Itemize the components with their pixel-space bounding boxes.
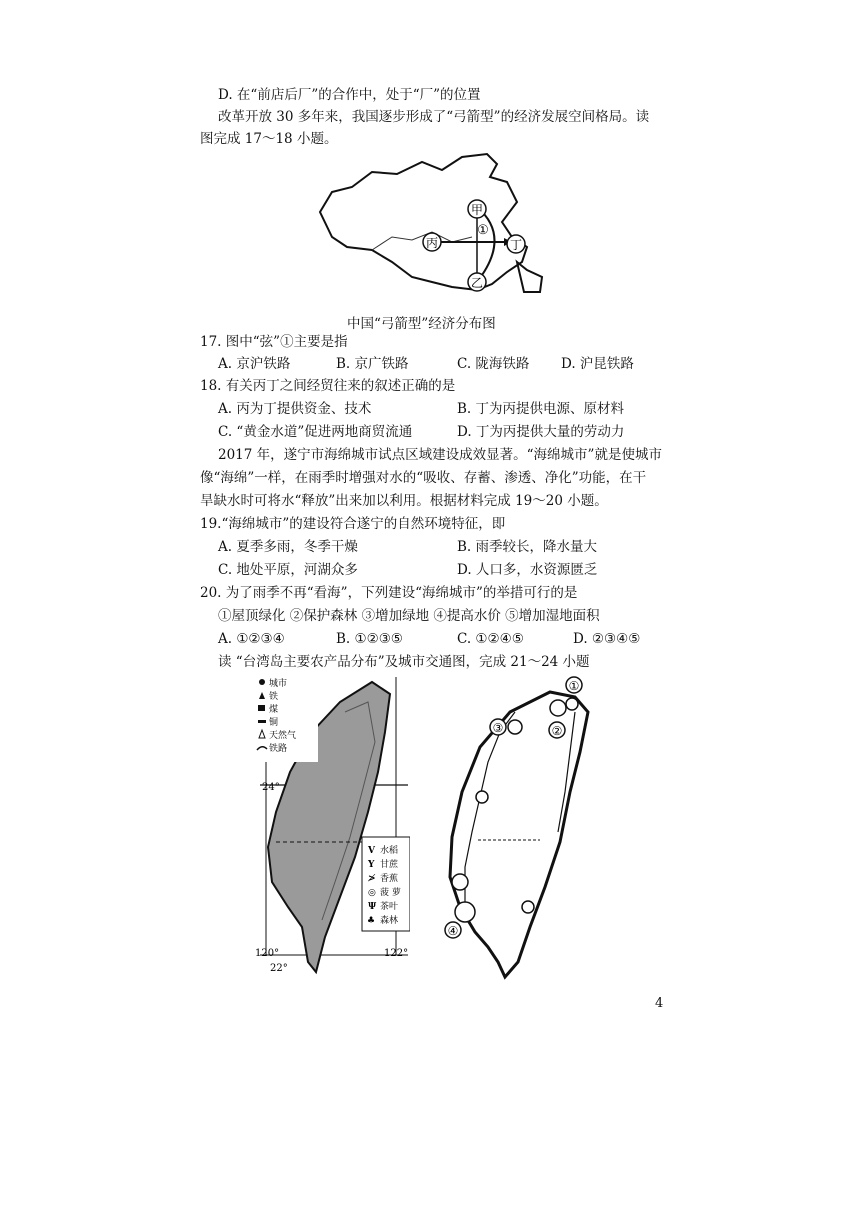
map-label-yi: 乙	[470, 276, 484, 290]
intro-paragraph-line-2: 图完成 17～18 小题。	[200, 131, 338, 147]
taiwan-intro: 读 “台湾岛主要农产品分布”及城市交通图，完成 21～24 小题	[218, 654, 590, 670]
legend-forest: 森林	[380, 916, 399, 926]
question-20: 20. 为了雨季不再“看海”，下列建设“海绵城市”的举措可行的是	[200, 585, 578, 601]
legend-coal: 煤	[269, 705, 279, 715]
china-bow-arrow-map	[312, 152, 552, 302]
q19-option-c: C. 地处平原，河湖众多	[218, 562, 358, 578]
figure-caption-1: 中国“弓箭型”经济分布图	[347, 316, 496, 332]
q17-option-a: A. 京沪铁路	[218, 356, 291, 372]
map-label-bing: 丙	[425, 236, 439, 250]
map-label-one: ①	[477, 223, 489, 238]
q18-option-d: D. 丁为丙提供大量的劳动力	[457, 424, 625, 440]
city-marker-4: ④	[447, 924, 459, 938]
crop-tea-icon: Ψ	[368, 902, 377, 912]
coal-icon	[258, 705, 265, 711]
question-19: 19.“海绵城市”的建设符合遂宁的自然环境特征，即	[200, 516, 506, 532]
crop-rice-icon: V	[368, 846, 375, 856]
q18-option-a: A. 丙为丁提供资金、技术	[218, 401, 372, 417]
q20-option-c: C. ①②④⑤	[457, 631, 524, 647]
q19-option-a: A. 夏季多雨，冬季干燥	[218, 539, 358, 555]
q19-option-b: B. 雨季较长，降水量大	[457, 539, 598, 555]
q17-option-d: D. 沪昆铁路	[561, 356, 634, 372]
legend-copper: 铜	[269, 718, 279, 728]
option-d-line: D. 在“前店后厂”的合作中，处于“厂”的位置	[218, 87, 481, 103]
forest-icon: ♣	[367, 916, 376, 926]
q18-option-c: C. “黄金水道”促进两地商贸流通	[218, 424, 413, 440]
legend-sugarcane: 甘蔗	[380, 860, 399, 870]
legend-banana: 香蕉	[380, 874, 399, 884]
intro-paragraph-line-1: 改革开放 30 多年来，我国逐步形成了“弓箭型”的经济发展空间格局。读	[218, 109, 650, 125]
taiwan-agriculture-map	[250, 672, 410, 977]
sponge-city-paragraph-2: 像“海绵”一样，在雨季时增强对水的“吸收、存蓄、渗透、净化”功能，在干	[200, 470, 647, 486]
q20-option-a: A. ①②③④	[218, 631, 285, 647]
city-marker-2: ②	[551, 724, 563, 738]
legend-city: 城市	[269, 679, 288, 689]
q20-items: ①屋顶绿化 ②保护森林 ③增加绿地 ④提高水价 ⑤增加湿地面积	[218, 608, 600, 624]
map-label-jia: 甲	[470, 203, 484, 217]
sponge-city-paragraph-3: 旱缺水时可将水“释放”出来加以利用。根据材料完成 19～20 小题。	[200, 493, 608, 509]
legend-rice: 水稻	[380, 846, 399, 856]
q20-option-d: D. ②③④⑤	[573, 631, 641, 647]
legend-iron: 铁	[269, 692, 279, 702]
q18-option-b: B. 丁为丙提供电源、原材料	[457, 401, 625, 417]
city-marker-1: ①	[568, 679, 580, 693]
crop-sugarcane-icon: Y	[368, 860, 375, 870]
lon-120-label: 120°	[255, 948, 280, 959]
q17-option-c: C. 陇海铁路	[457, 356, 530, 372]
legend-pineapple: 菠 萝	[380, 888, 401, 898]
q19-option-d: D. 人口多，水资源匮乏	[457, 562, 598, 578]
city-marker-3: ③	[492, 721, 504, 735]
lat-24-label: 24°	[262, 782, 280, 793]
crop-pineapple-icon: ◎	[368, 888, 376, 898]
sponge-city-paragraph-1: 2017 年，遂宁市海绵城市试点区域建设成效显著。“海绵城市”就是使城市	[218, 447, 662, 463]
q20-option-b: B. ①②③⑤	[336, 631, 403, 647]
crop-banana-icon: ≯	[368, 874, 376, 884]
map-label-ding: 丁	[509, 238, 523, 252]
q17-option-b: B. 京广铁路	[336, 356, 409, 372]
city-icon	[259, 679, 265, 685]
question-18: 18. 有关丙丁之间经贸往来的叙述正确的是	[200, 378, 456, 394]
legend-natural-gas: 天然气	[269, 731, 297, 741]
lat-22-label: 22°	[270, 963, 288, 974]
lon-122-label: 122°	[384, 948, 409, 959]
copper-icon	[258, 720, 266, 723]
legend-tea: 茶叶	[380, 902, 399, 912]
taiwan-city-transport-map	[440, 672, 600, 982]
question-17: 17. 图中“弦”①主要是指	[200, 334, 348, 350]
page-number: 4	[655, 996, 664, 1011]
legend-railway: 铁路	[269, 744, 288, 754]
